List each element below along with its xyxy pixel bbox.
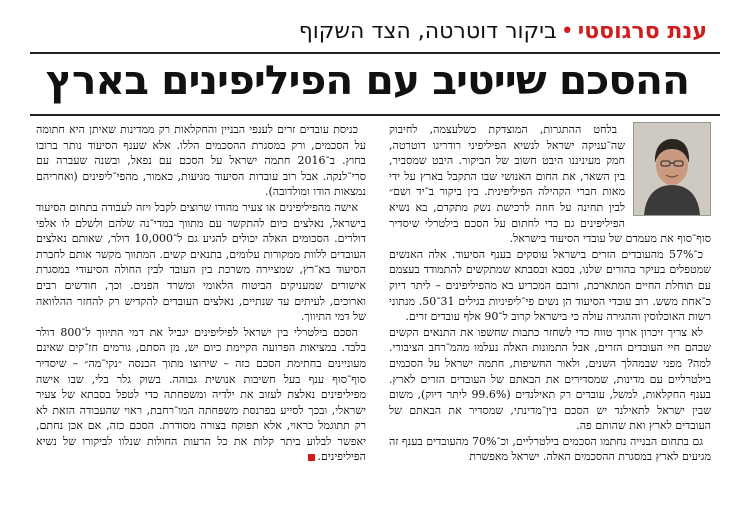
article-column-left [36,122,366,506]
paragraph: לא צריך זיכרון ארוך טווח כדי לשחזר כתבות שחשפו את התנאים הקשים שבהם חיי העובדים הזרים, אבל התמונות האלה נעלמו מהמ־רחב הציבורי. למה? מפני שבמהלך השנים, ולאור החשיפות, חתמה ישראל על הסכמים בילטרליים עם מדינות, שמסדירים את הבאתם של העובדים הזרים לארץ. בענף החקלאות, למשל, עובדים רק תאילנדים (99.6% ליתר דיוק), משום שבין ישראל לתאילנד יש הסכם בין־מדינתי, שמסדיר את הבאתם של העובדים לארץ ואת שהותם פה. [389,325,711,433]
paragraph: כניסת עובדים זרים לענפי הבניין והחקלאות רק ממדינות שאיתן היא חתומה על הסכמים, ורק במסגרת ההסכמים הללו. אלא שענף הסיעוד נותר ברובו בחוץ. ב־2016 חתמה ישראל על הסכם עם נפאל, ובשנה שעברה עם סרי־לנקה. אבל רוב עובדות הסיעוד מגיעות, כאמור, מהפי־ליפינים (ואחריהם נמצאות הודו ומולדובה). [36,123,366,199]
author-name: ענת סרגוסטי [577,19,707,44]
article-column-right [389,122,711,506]
paragraph: כ־57% מהעובדים הזרים בישראל עוסקים בענף הסיעוד. אלה האנשים שמטפלים בעיקר בהורים שלנו, בסבא ובסבתא שמתקשים להתמודד בעצמם עם תוחלת החיים המתארכת, ורובם המכריע בא מהפיליפינים – ליתר דיוק כ־אחת משש. רוב עובדי הסיעוד הן נשים פי־ליפיניות בגילים 31־50. מנתוני רשות האוכלוסין וההגירה עולה כי בישראל קרוב ל־90 אלף עובדים זרים. [389,247,711,324]
column-topic: ביקור דוטרטה, הצד השקוף [298,19,557,44]
paragraph: גם בתחום הבנייה נחתמו הסכמים בילטרליים, וכ־70% מהעובדים בענף זה מגיעים לארץ במסגרת ההסכמים האלה. ישראל מאפשרת [389,434,711,464]
author-portrait-icon [634,123,710,215]
kicker-bullet: • [560,19,574,44]
paragraph: בלחט ההתגרות, המוצדקת כשלעצמה, לחיבוק שה־עניקה ישראל לנשיא הפיליפיני רודריגו דוטרטה, חמק מעיניננו היבט חשוב של הביקור. היבט שמסביר, בין השאר, את החום האנושי שבו התקבל בארץ על ידי מאות חברי הקהילה הפיליפינית. בין ביקור ב־יד ושם״ לבין תחינה על חוזה לרכישת נשק מתקדם, בא נשיא הפיליפינים גם כדי לחתום על הסכם בילטרלי שיסדיר סוף־סוף את מעמדם של עובדי הסיעוד בישראל. [389,123,711,246]
headline: ההסכם שייטיב עם הפיליפינים בארץ [45,58,690,104]
top-divider [30,52,720,54]
end-mark-icon [308,454,315,461]
headline-divider [30,114,720,116]
kicker-line [299,18,707,46]
paragraph: אישה מהפיליפינים או צעיר מהודו שרוצים לקבל ויזה לעבודה בתחום הסיעוד בישראל, נאלצים כיום להתקשר עם מתווך במדי־נה שלהם ולשלם לו אלפי דולרים. הסכומים האלה יכולים להגיע גם ל־10,000 דולר, שאותם נאלצים העובדים ללוות ממקורות עלומים, בתנאים קשים. המתווך מקשר אותם לחברת הסיעוד בא־רץ, שמציירה משרכת בין העובד לבין החולה הסיעודי במסגרת אישורים שמעניקים הביטוח הלאומי ומשרד הפנים. וכך, חודשים רבים וארוכים, לעיתים עד שנתיים, נאלצים העובדים להקדיש רק להחזר ההלוואה של דמי התיווך. [36,200,366,324]
paragraph-text: הסכם בילטרלי בין ישראל לפיליפינים יגביל את דמי התיווך ל־800 דולר בלבד. במציאות הפרועה הקיימת כיום יש, מן הסתם, גורמים חז־קים שאינם מעוניינים בחתימת הסכם כזה – שירוצו מתוך הכנסה ״נקי־מה״ – שיסדיר סוף־סוף ענף בעל חשיבות אנושית גבוהה. בשוק גלר בלי, שבו אישה מפיליפינים נאלצת לעזוב את ילדיה ומשפחתה כדי לטפל בסבתא של צעיר ישראלי, ובכך לסייע בפרנסת משפחתה המו־רחבת, ראוי שהעבודה הזאת לא רק תתוגמל כראוי, אלא תפוקח בצורה מסודרת. הסכם כזה, אם אכן נחתם, יאפשר לבלוע ביתר קלות את כל הרעות החולות שנלוו לביקורו של נשיא הפיליפינים. [36,325,366,464]
author-photo [633,122,711,216]
paragraph [36,325,366,465]
